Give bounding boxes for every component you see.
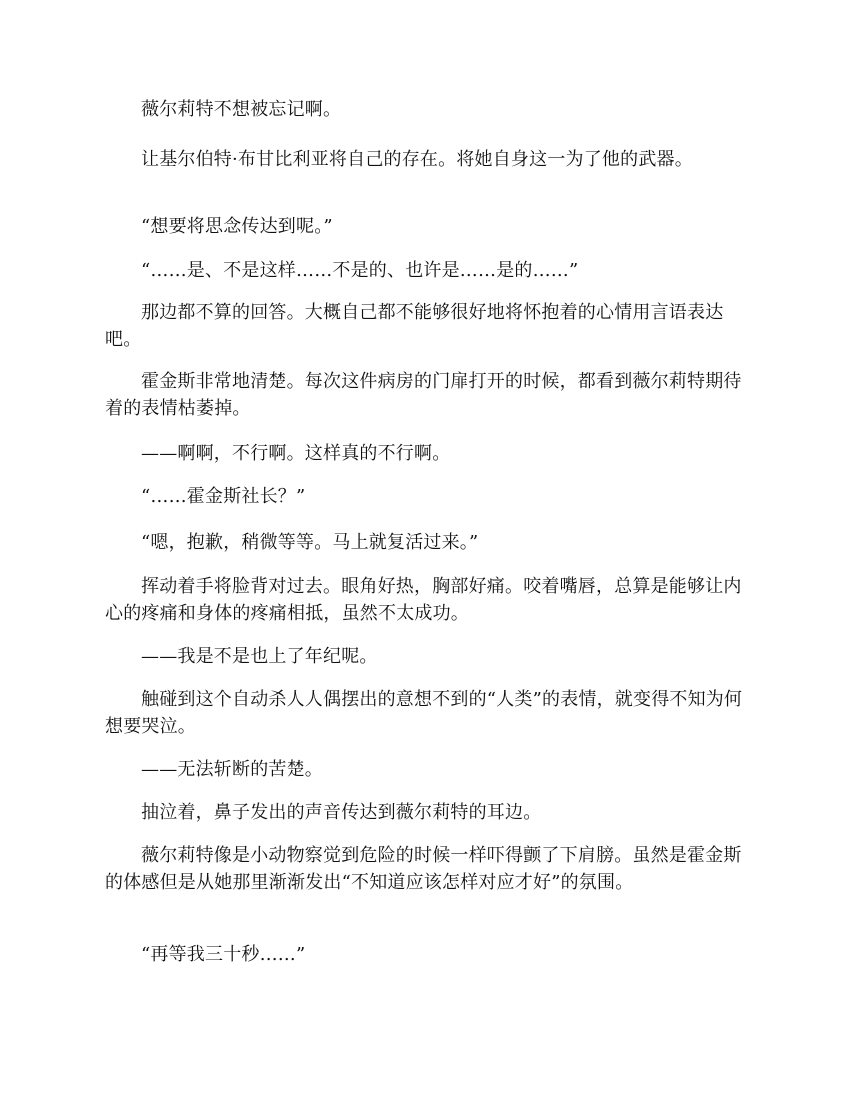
paragraph: 触碰到这个自动杀人人偶摆出的意想不到的“人类”的表情，就变得不知为何想要哭泣。 <box>105 689 743 737</box>
paragraph: 薇尔莉特像是小动物察觉到危险的时候一样吓得颤了下肩膀。虽然是霍金斯的体感但是从她那里渐渐发出“不知道应该怎样对应才好”的氛围。 <box>105 845 742 893</box>
paragraph: “想要将思念传达到呢。” <box>141 216 333 237</box>
paragraph: “……霍金斯社长？” <box>141 486 306 507</box>
paragraph: 抽泣着，鼻子发出的声音传达到薇尔莉特的耳边。 <box>141 802 542 823</box>
paragraph: 薇尔莉特不想被忘记啊。 <box>141 99 342 120</box>
paragraph: ——无法斩断的苦楚。 <box>141 759 323 780</box>
paragraph: “嗯，抱歉，稍微等等。马上就复活过来。” <box>141 532 479 553</box>
paragraph: 霍金斯非常地清楚。每次这件病房的门扉打开的时候，都看到薇尔莉特期待着的表情枯萎掉。 <box>105 371 742 419</box>
paragraph: “再等我三十秒……” <box>141 944 306 965</box>
paragraph: 那边都不算的回答。大概自己都不能够很好地将怀抱着的心情用言语表达吧。 <box>105 302 724 350</box>
paragraph: ——啊啊，不行啊。这样真的不行啊。 <box>141 443 451 464</box>
paragraph: ——我是不是也上了年纪呢。 <box>141 646 378 667</box>
paragraph: 让基尔伯特·布甘比利亚将自己的存在。将她自身这一为了他的武器。 <box>141 149 693 170</box>
paragraph: 挥动着手将脸背对过去。眼角好热，胸部好痛。咬着嘴唇，总算是能够让内心的疼痛和身体的疼痛相抵，虽然不太成功。 <box>105 576 742 624</box>
paragraph: “……是、不是这样……不是的、也许是……是的……” <box>141 260 579 281</box>
